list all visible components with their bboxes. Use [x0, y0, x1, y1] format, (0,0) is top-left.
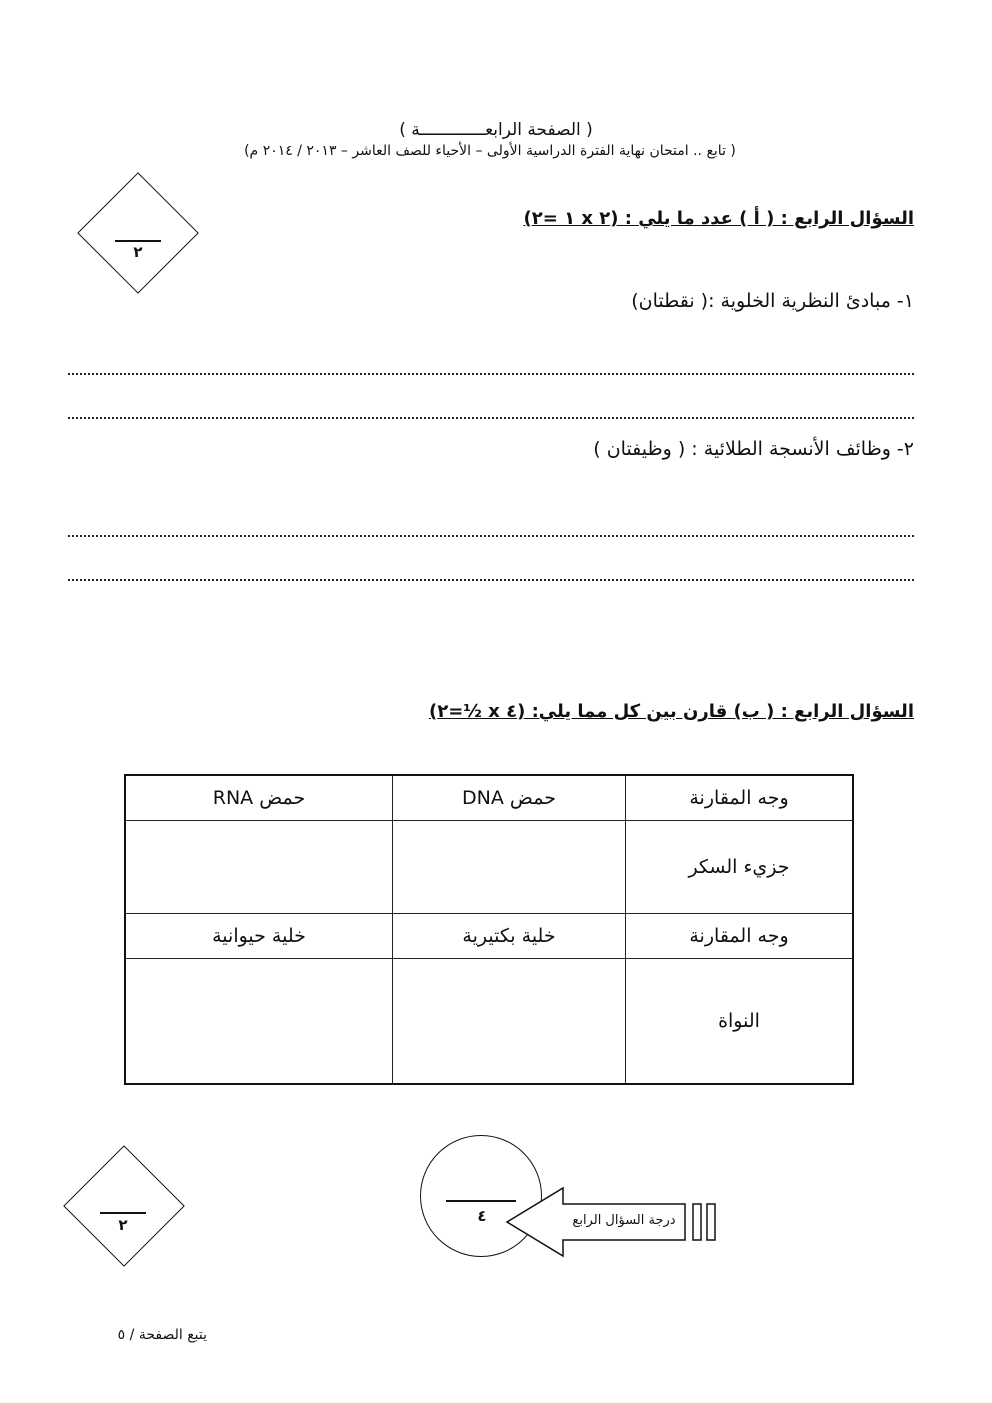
question-a-item-2: ٢- وظائف الأنسجة الطلائية : ( وظيفتان )	[593, 438, 914, 460]
table-row	[125, 959, 853, 1085]
table-header-cell: خلية بكتيرية	[393, 914, 626, 959]
footer-note: يتبع الصفحة / ٥	[117, 1327, 207, 1343]
row-label: جزيء السكر	[626, 821, 854, 914]
table-header-cell: وجه المقارنة	[626, 775, 854, 821]
row-label: النواة	[626, 959, 854, 1085]
answer-line-3[interactable]	[68, 535, 914, 537]
total-arrow-label: درجة السؤال الرابع	[572, 1213, 676, 1228]
page-label: ( الصفحة الرابعـــــــــــــة )	[399, 120, 593, 140]
answer-cell[interactable]	[125, 959, 393, 1085]
answer-line-1[interactable]	[68, 373, 914, 375]
table-row	[125, 821, 853, 914]
answer-line-4[interactable]	[68, 579, 914, 581]
answer-line-2[interactable]	[68, 417, 914, 419]
table-header-row	[125, 775, 853, 821]
question-a-title: السؤال الرابع : ( أ ) عدد ما يلي : (٢ x ١ =٢)	[523, 208, 914, 229]
score-top-denominator: ٢	[133, 243, 143, 261]
table-header-row	[125, 914, 853, 959]
exam-title: ( تابع .. امتحان نهاية الفترة الدراسية الأولى – الأحياء للصف العاشر – ٢٠١٣ / ٢٠١٤ م)	[244, 143, 736, 159]
comparison-table	[124, 774, 854, 1085]
score-bottom-denominator: ٢	[118, 1216, 128, 1234]
question-a-item-1: ١- مبادئ النظرية الخلوية :( نقطتان)	[631, 290, 914, 312]
answer-cell[interactable]	[393, 821, 626, 914]
answer-cell[interactable]	[393, 959, 626, 1085]
answer-cell[interactable]	[125, 821, 393, 914]
table-header-cell: خلية حيوانية	[125, 914, 393, 959]
question-b-title: السؤال الرابع : ( ب) قارن بين كل مما يلي: (٤ x ½=٢)	[428, 701, 914, 722]
table-header-cell: وجه المقارنة	[626, 914, 854, 959]
table-header-cell: حمض RNA	[125, 775, 393, 821]
total-denominator: ٤	[477, 1207, 487, 1225]
table-header-cell: حمض DNA	[393, 775, 626, 821]
